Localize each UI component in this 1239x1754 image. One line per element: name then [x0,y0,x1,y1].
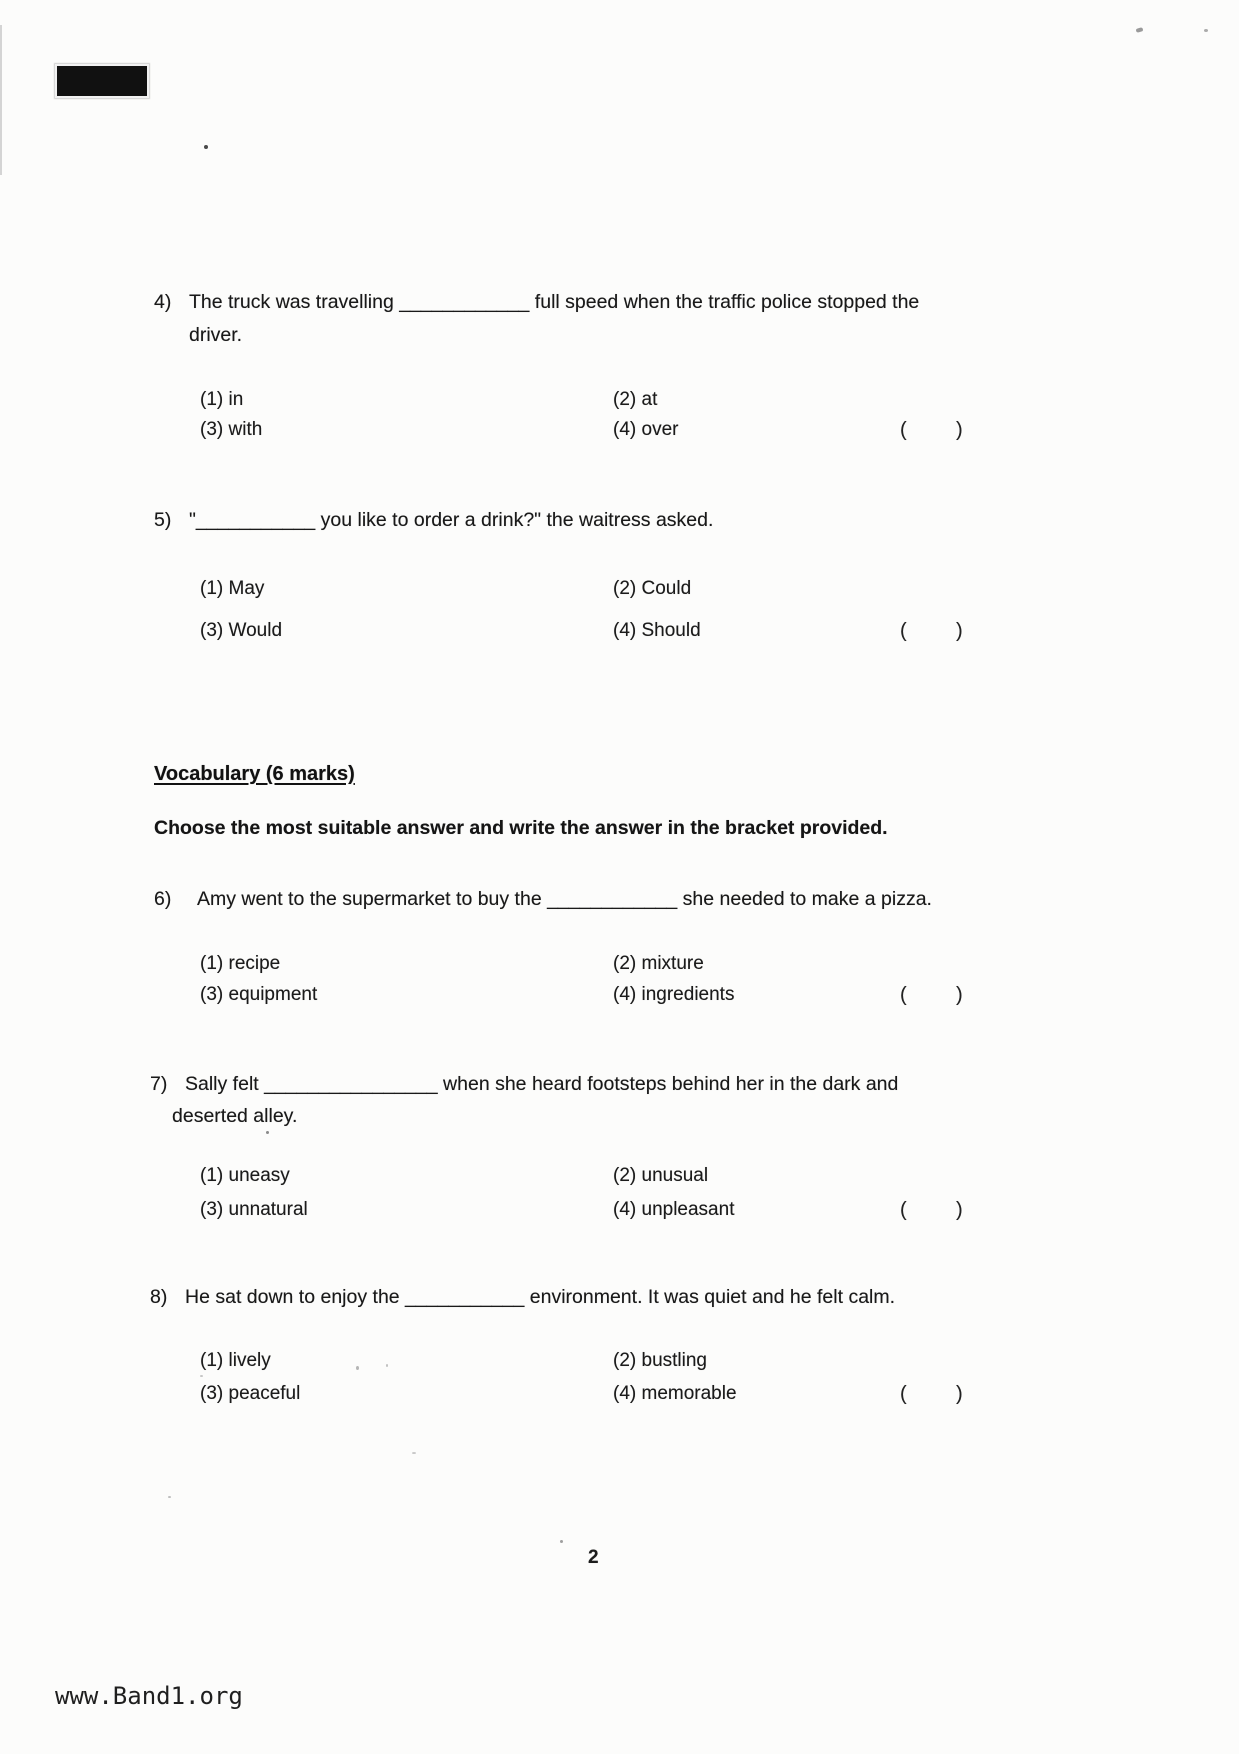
answer-bracket-close: ) [956,984,963,1006]
option-3: (3) equipment [200,984,318,1005]
answer-bracket-close: ) [956,1199,963,1221]
scan-speckle [386,1364,388,1367]
question-number: 4) [154,291,172,313]
answer-bracket-open: ( [900,620,907,642]
question-line-continued: deserted alley. [172,1105,298,1127]
option-4: (4) over [613,419,679,440]
page-number: 2 [588,1547,599,1568]
answer-bracket-close: ) [956,1383,963,1405]
option-2: (2) bustling [613,1350,707,1371]
option-1: (1) lively [200,1350,271,1371]
option-3: (3) unnatural [200,1199,308,1220]
question-line-continued: driver. [189,324,243,346]
redacted-block [57,66,147,96]
option-4: (4) memorable [613,1383,737,1404]
question-text: Amy went to the supermarket to buy the ____________ she needed to make a pizza. [197,888,932,910]
option-4: (4) unpleasant [613,1199,735,1220]
question-number: 8) [150,1286,168,1308]
question-line [150,1073,898,1096]
option-2: (2) mixture [613,953,704,974]
answer-bracket-open: ( [900,419,907,441]
answer-bracket-open: ( [900,1199,907,1221]
option-4: (4) ingredients [613,984,735,1005]
answer-bracket-open: ( [900,984,907,1006]
scan-speckle [1204,29,1208,32]
option-2: (2) at [613,389,658,410]
scan-speckle [560,1540,563,1543]
scan-speckle [168,1496,171,1498]
option-1: (1) in [200,389,244,410]
scan-speckle [356,1366,359,1370]
answer-bracket-close: ) [956,620,963,642]
question-text: The truck was travelling ____________ full speed when the traffic police stopped the [189,291,920,313]
answer-bracket-close: ) [956,419,963,441]
question-line [154,888,932,911]
option-3: (3) with [200,419,263,440]
question-line [150,1286,895,1309]
option-1: (1) uneasy [200,1165,290,1186]
answer-bracket-open: ( [900,1383,907,1405]
question-text: "___________ you like to order a drink?" the waitress asked. [189,509,714,531]
option-1: (1) May [200,578,265,599]
option-3: (3) Would [200,620,283,641]
option-3: (3) peaceful [200,1383,301,1404]
question-number: 5) [154,509,172,531]
scan-edge-line [0,25,2,175]
scan-speckle [204,145,208,149]
option-1: (1) recipe [200,953,281,974]
question-number: 6) [154,888,172,910]
scan-speckle [200,1375,203,1377]
option-2: (2) Could [613,578,692,599]
section-heading: Vocabulary (6 marks) [154,763,355,785]
question-text: He sat down to enjoy the ___________ environment. It was quiet and he felt calm. [185,1286,896,1308]
scan-speckle [412,1452,416,1454]
instruction-text: Choose the most suitable answer and write the answer in the bracket provided. [154,817,888,839]
scan-speckle [1136,27,1144,33]
question-line [154,291,919,314]
question-text: Sally felt ________________ when she heard footsteps behind her in the dark and [185,1073,899,1095]
option-4: (4) Should [613,620,701,641]
option-2: (2) unusual [613,1165,709,1186]
footer-url: www.Band1.org [55,1682,243,1710]
question-number: 7) [150,1073,168,1095]
question-line [154,509,713,532]
scan-speckle [266,1131,269,1134]
